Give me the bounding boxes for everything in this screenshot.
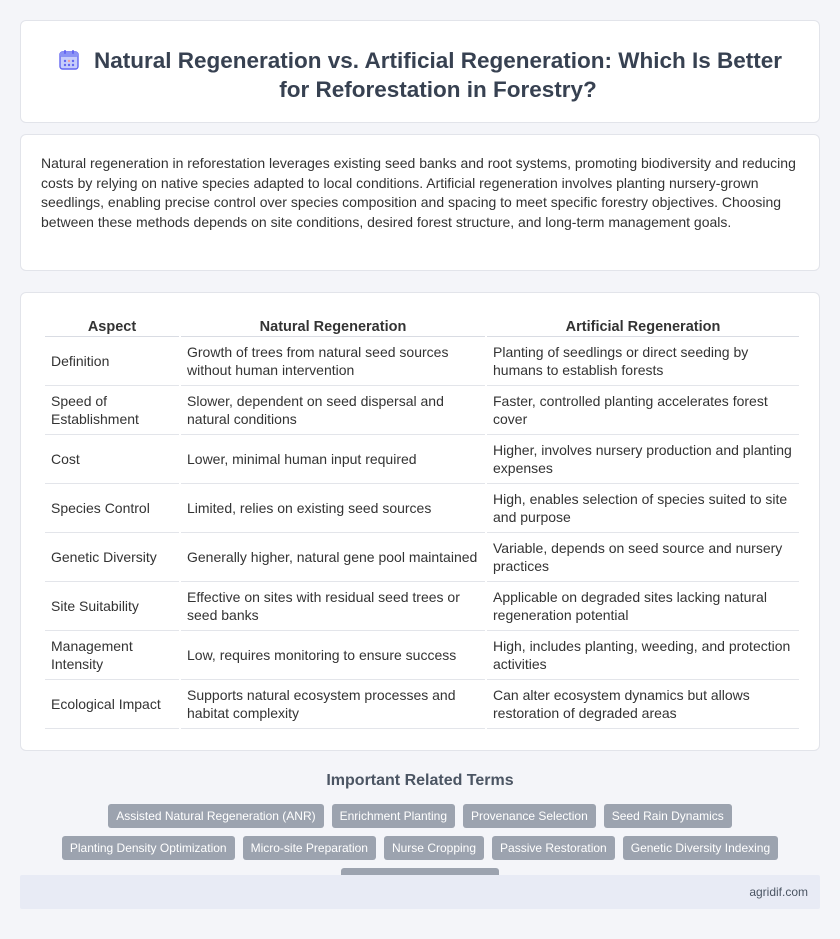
table-row bbox=[45, 337, 799, 386]
tag-passive-restoration[interactable]: Passive Restoration bbox=[492, 836, 615, 860]
artificial-cell: Can alter ecosystem dynamics but allows restoration of degraded areas bbox=[487, 680, 799, 729]
tag-genetic-diversity-indexing[interactable]: Genetic Diversity Indexing bbox=[623, 836, 778, 860]
footer bbox=[20, 875, 820, 909]
aspect-cell: Site Suitability bbox=[45, 582, 179, 631]
related-terms-heading: Important Related Terms bbox=[326, 772, 514, 789]
tag-planting-density-optimization[interactable]: Planting Density Optimization bbox=[62, 836, 235, 860]
aspect-cell: Species Control bbox=[45, 484, 179, 533]
artificial-cell: High, includes planting, weeding, and protection activities bbox=[487, 631, 799, 680]
page-title: Natural Regeneration vs. Artificial Regeneration: Which Is Better for Reforestation in Forestry? bbox=[93, 48, 783, 102]
footer-site-link[interactable]: agridif.com bbox=[749, 885, 808, 899]
table-row bbox=[45, 484, 799, 533]
intro-card bbox=[20, 134, 820, 271]
aspect-cell: Cost bbox=[45, 435, 179, 484]
artificial-cell: Higher, involves nursery production and planting expenses bbox=[487, 435, 799, 484]
title-card bbox=[20, 20, 820, 123]
tag-nurse-cropping[interactable]: Nurse Cropping bbox=[384, 836, 484, 860]
artificial-cell: Faster, controlled planting accelerates forest cover bbox=[487, 386, 799, 435]
natural-cell: Slower, dependent on seed dispersal and natural conditions bbox=[181, 386, 485, 435]
calendar-icon bbox=[57, 48, 81, 72]
artificial-cell: Applicable on degraded sites lacking natural regeneration potential bbox=[487, 582, 799, 631]
aspect-cell: Definition bbox=[45, 337, 179, 386]
aspect-cell: Speed of Establishment bbox=[45, 386, 179, 435]
artificial-cell: High, enables selection of species suited to site and purpose bbox=[487, 484, 799, 533]
comparison-table bbox=[43, 313, 801, 729]
header-artificial: Artificial Regeneration bbox=[487, 313, 799, 337]
natural-cell: Growth of trees from natural seed sources without human intervention bbox=[181, 337, 485, 386]
header-aspect: Aspect bbox=[45, 313, 179, 337]
natural-cell: Generally higher, natural gene pool maintained bbox=[181, 533, 485, 582]
aspect-cell: Ecological Impact bbox=[45, 680, 179, 729]
natural-cell: Limited, relies on existing seed sources bbox=[181, 484, 485, 533]
intro-paragraph: Natural regeneration in reforestation leverages existing seed banks and root systems, promoting biodiversity and reducing costs by relying on native species adapted to local conditions. Artificial regeneration involves planting nursery-grown seedlings, enabling precise control over species composition and spacing to meet specific forestry objectives. Choosing between these methods depends on site conditions, desired forest structure, and long-term management goals. bbox=[41, 155, 796, 230]
natural-cell: Supports natural ecosystem processes and habitat complexity bbox=[181, 680, 485, 729]
aspect-cell: Management Intensity bbox=[45, 631, 179, 680]
artificial-cell: Variable, depends on seed source and nursery practices bbox=[487, 533, 799, 582]
tag-assisted-natural-regeneration[interactable]: Assisted Natural Regeneration (ANR) bbox=[108, 804, 323, 828]
comparison-card bbox=[20, 292, 820, 751]
natural-cell: Low, requires monitoring to ensure success bbox=[181, 631, 485, 680]
table-row bbox=[45, 631, 799, 680]
table-row bbox=[45, 386, 799, 435]
table-header-row bbox=[45, 313, 799, 337]
natural-cell: Lower, minimal human input required bbox=[181, 435, 485, 484]
header-natural: Natural Regeneration bbox=[181, 313, 485, 337]
tag-seed-rain-dynamics[interactable]: Seed Rain Dynamics bbox=[604, 804, 732, 828]
tag-provenance-selection[interactable]: Provenance Selection bbox=[463, 804, 596, 828]
artificial-cell: Planting of seedlings or direct seeding by humans to establish forests bbox=[487, 337, 799, 386]
aspect-cell: Genetic Diversity bbox=[45, 533, 179, 582]
table-row bbox=[45, 680, 799, 729]
table-row bbox=[45, 582, 799, 631]
table-row bbox=[45, 435, 799, 484]
title-wrap bbox=[21, 21, 819, 104]
tag-enrichment-planting[interactable]: Enrichment Planting bbox=[332, 804, 455, 828]
tag-micro-site-preparation[interactable]: Micro-site Preparation bbox=[243, 836, 376, 860]
table-row bbox=[45, 533, 799, 582]
natural-cell: Effective on sites with residual seed trees or seed banks bbox=[181, 582, 485, 631]
